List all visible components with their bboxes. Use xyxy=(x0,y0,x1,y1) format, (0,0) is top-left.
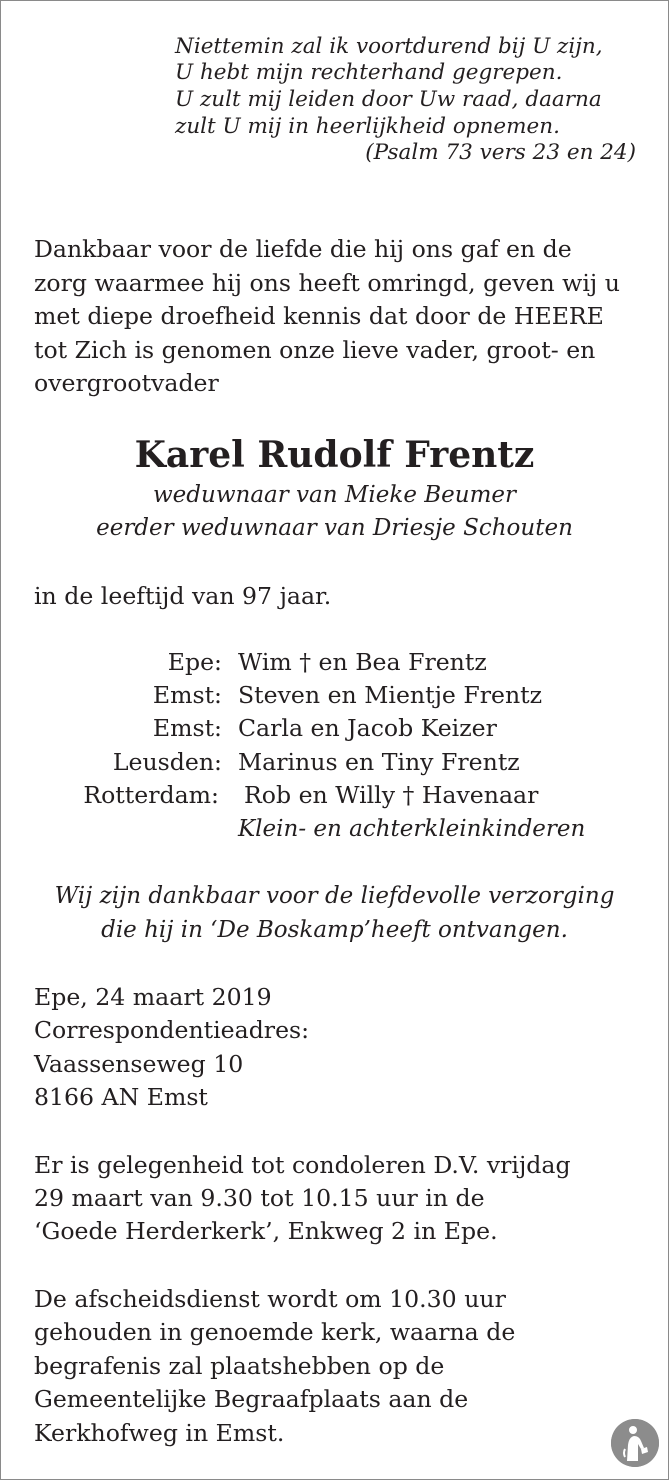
intro-line: overgrootvader xyxy=(34,369,219,397)
family-names: Carla en Jacob Keizer xyxy=(238,714,497,742)
condolence-line: 29 maart van 9.30 tot 10.15 uur in de xyxy=(34,1184,485,1212)
family-names: Wim † en Bea Frentz xyxy=(238,648,487,676)
service-line: Kerkhofweg in Emst. xyxy=(34,1419,285,1447)
thanks-line: die hij in ‘De Boskamp’heeft ontvangen. xyxy=(101,917,568,943)
psalm-line: zult U mij in heerlijkheid opnemen. xyxy=(175,114,560,139)
psalm-line: U hebt mijn rechterhand gegrepen. xyxy=(175,60,563,85)
intro-line: met diepe droefheid kennis dat door de HEERE xyxy=(34,302,604,330)
grandchildren-line: Klein- en achterkleinkinderen xyxy=(238,816,586,842)
family-row xyxy=(1,714,669,747)
address-line: Correspondentieadres: xyxy=(34,1016,310,1044)
family-place: Emst: xyxy=(152,714,222,742)
family-place: Epe: xyxy=(167,648,222,676)
psalm-line: Niettemin zal ik voortdurend bij U zijn, xyxy=(175,34,603,59)
intro-line: zorg waarmee hij ons heeft omringd, geven wij u xyxy=(34,269,620,297)
psalm-reference: (Psalm 73 vers 23 en 24) xyxy=(365,140,636,165)
family-names: Steven en Mientje Frentz xyxy=(238,681,543,709)
family-names: Rob en Willy † Havenaar xyxy=(244,781,539,809)
family-row xyxy=(1,648,669,681)
service-line: begrafenis zal plaatshebben op de xyxy=(34,1352,445,1380)
family-place: Leusden: xyxy=(112,748,222,776)
service-line: De afscheidsdienst wordt om 10.30 uur xyxy=(34,1285,506,1313)
deceased-name: Karel Rudolf Frentz xyxy=(134,434,535,476)
family-row xyxy=(1,681,669,714)
thanks-line: Wij zijn dankbaar voor de liefdevolle verzorging xyxy=(54,883,615,909)
family-names: Marinus en Tiny Frentz xyxy=(238,748,520,776)
deceased-subtitle: weduwnaar van Mieke Beumer xyxy=(152,482,516,508)
intro-line: tot Zich is genomen onze lieve vader, groot- en xyxy=(34,336,596,364)
address-line: Vaassenseweg 10 xyxy=(34,1050,244,1078)
address-line: 8166 AN Emst xyxy=(34,1083,208,1111)
family-row xyxy=(1,748,669,781)
deceased-subtitle: eerder weduwnaar van Driesje Schouten xyxy=(96,515,573,541)
service-line: gehouden in genoemde kerk, waarna de xyxy=(34,1318,516,1346)
family-place: Emst: xyxy=(152,681,222,709)
service-line: Gemeentelijke Begraafplaats aan de xyxy=(34,1385,469,1413)
family-row xyxy=(1,781,669,814)
family-place: Rotterdam: xyxy=(83,781,219,809)
condolence-line: Er is gelegenheid tot condoleren D.V. vrijdag xyxy=(34,1151,571,1179)
psalm-line: U zult mij leiden door Uw raad, daarna xyxy=(175,87,602,112)
mourning-figure-icon xyxy=(611,1419,659,1467)
address-line: Epe, 24 maart 2019 xyxy=(34,983,272,1011)
condolence-line: ‘Goede Herderkerk’, Enkweg 2 in Epe. xyxy=(34,1217,498,1245)
age-line: in de leeftijd van 97 jaar. xyxy=(34,582,332,610)
intro-line: Dankbaar voor de liefde die hij ons gaf en de xyxy=(34,235,572,263)
